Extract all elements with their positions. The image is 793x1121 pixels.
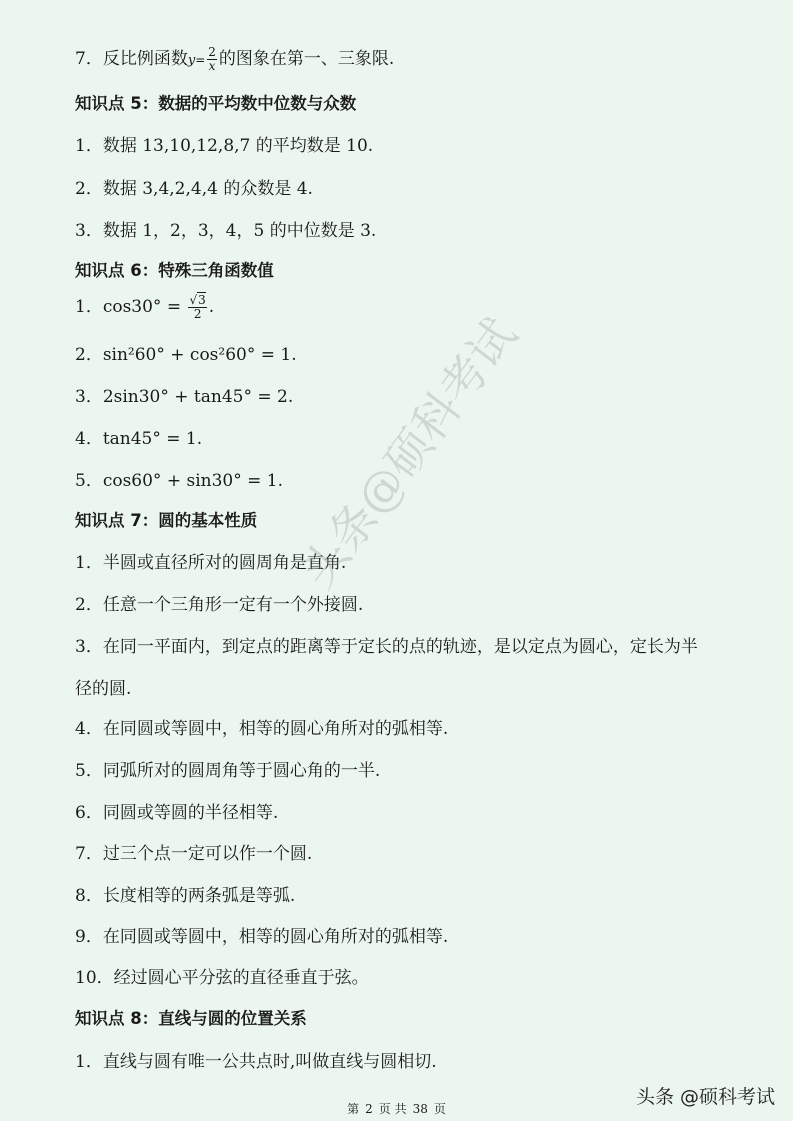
text-line: 6．同圆或等圆的半径相等. (75, 803, 279, 823)
fraction (188, 294, 206, 320)
fraction-denominator: x (208, 59, 216, 73)
text-line: 5．cos60° + sin30° = 1. (75, 471, 283, 491)
text-line: 7．过三个点一定可以作一个圆. (75, 844, 313, 864)
total-pages: 38 (412, 1102, 428, 1116)
formula-eq: = (195, 53, 206, 67)
fraction-numerator: 2 (208, 45, 216, 60)
line-text: 的图象在第一、三象限. (218, 49, 395, 69)
text-line: 2．数据 3,4,2,4,4 的众数是 4. (75, 179, 313, 199)
text-line: 5．同弧所对的圆周角等于圆心角的一半. (75, 761, 381, 781)
text-line: 2．任意一个三角形一定有一个外接圆. (75, 595, 364, 615)
page-number: 2 (365, 1102, 373, 1116)
text-line: 4．tan45° = 1. (75, 429, 203, 449)
radicand: 3 (198, 293, 206, 308)
text-line: 3．数据 1，2，3，4，5 的中位数是 3. (75, 221, 377, 241)
text-line: 2．sin²60° + cos²60° = 1. (75, 345, 297, 365)
section-heading: 知识点 7：圆的基本性质 (75, 511, 258, 530)
section-heading: 知识点 5：数据的平均数中位数与众数 (75, 94, 357, 113)
sqrt-symbol: √3 (189, 293, 206, 308)
footer-prefix: 第 (347, 1102, 360, 1116)
line-text: 1．cos30° = (75, 297, 187, 317)
text-line: 径的圆. (75, 679, 132, 699)
text-line: 10．经过圆心平分弦的直径垂直于弦。 (75, 968, 369, 988)
formula-y: y (187, 53, 196, 68)
text-line (75, 44, 394, 73)
text-line: 8．长度相等的两条弧是等弧. (75, 886, 296, 906)
section-heading: 知识点 8：直线与圆的位置关系 (75, 1009, 307, 1028)
footer-mid: 页 共 (378, 1102, 407, 1116)
line-text: . (208, 297, 215, 317)
fraction-denominator: 2 (193, 307, 202, 321)
brand-label: 头条 @硕科考试 (635, 1086, 775, 1108)
text-line: 1．数据 13,10,12,8,7 的平均数是 10. (75, 136, 374, 156)
section-heading: 知识点 6：特殊三角函数值 (75, 261, 274, 280)
line-text: 7．反比例函数 (75, 49, 188, 69)
watermark: 头条@硕科考试 (290, 308, 528, 598)
text-line: 3．在同一平面内，到定点的距离等于定长的点的轨迹，是以定点为圆心，定长为半 (75, 637, 698, 657)
text-line: 4．在同圆或等圆中，相等的圆心角所对的弧相等. (75, 719, 449, 739)
text-line: 1．半圆或直径所对的圆周角是直角. (75, 553, 347, 573)
text-line: 3．2sin30° + tan45° = 2. (75, 387, 294, 407)
fraction (207, 46, 217, 72)
fraction-numerator (188, 294, 206, 308)
text-line: 1．直线与圆有唯一公共点时,叫做直线与圆相切. (75, 1052, 437, 1072)
footer-suffix: 页 (433, 1102, 446, 1116)
text-line: 9．在同圆或等圆中，相等的圆心角所对的弧相等. (75, 927, 449, 947)
text-line (75, 292, 214, 321)
